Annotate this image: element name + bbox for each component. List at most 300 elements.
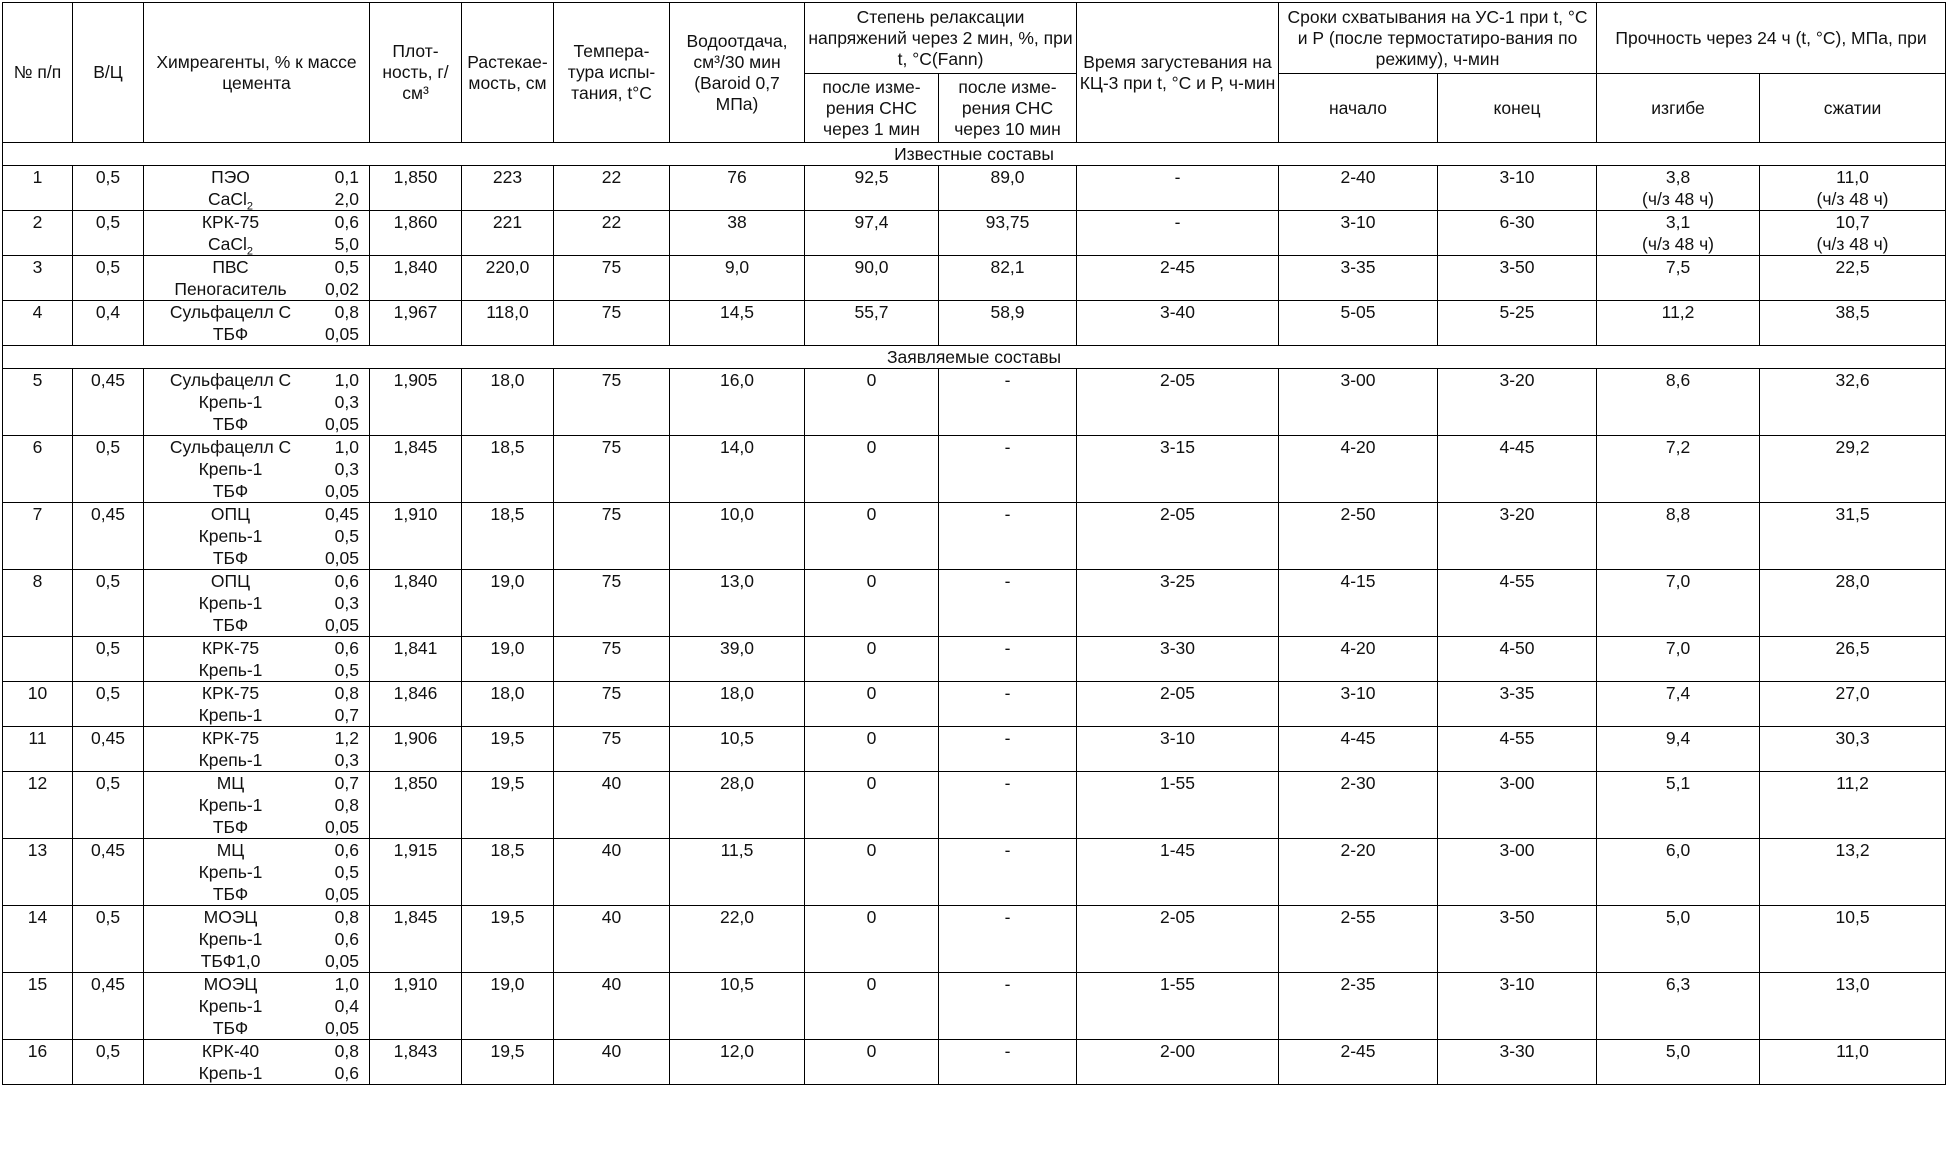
cell-num: 6 <box>3 436 73 503</box>
cell-bend <box>1597 166 1760 211</box>
reagent-name: Крепь-1 <box>198 929 263 949</box>
cell-set-end: 5-25 <box>1438 301 1597 346</box>
reagent-amount: 0,8 <box>334 683 359 703</box>
strength-value: 5,1 <box>1665 773 1691 793</box>
cell-relax-1min: 0 <box>805 570 939 637</box>
cell-relax-1min: 0 <box>805 369 939 436</box>
cell-bend <box>1597 906 1760 973</box>
cell-density: 1,841 <box>370 637 462 682</box>
cell-bend <box>1597 973 1760 1040</box>
cell-relax-10min: 89,0 <box>939 166 1077 211</box>
strength-value: 7,4 <box>1665 683 1691 703</box>
cell-num: 12 <box>3 772 73 839</box>
cell-wc: 0,45 <box>73 369 144 436</box>
cell-reagents <box>144 301 370 346</box>
cell-spread: 19,5 <box>462 906 554 973</box>
cell-thickening: - <box>1077 166 1279 211</box>
cell-set-end: 3-20 <box>1438 503 1597 570</box>
cell-thickening: 2-05 <box>1077 503 1279 570</box>
strength-value: 8,8 <box>1665 504 1691 524</box>
cell-bend <box>1597 682 1760 727</box>
cell-relax-10min: - <box>939 637 1077 682</box>
strength-value: 5,0 <box>1665 1041 1691 1061</box>
strength-value: 8,6 <box>1665 370 1691 390</box>
cell-set-start: 4-20 <box>1279 436 1438 503</box>
cell-density: 1,840 <box>370 256 462 301</box>
cell-thickening: 2-00 <box>1077 1040 1279 1085</box>
cell-fluid-loss: 14,5 <box>670 301 805 346</box>
cell-fluid-loss: 11,5 <box>670 839 805 906</box>
cell-fluid-loss: 10,5 <box>670 973 805 1040</box>
cell-density: 1,915 <box>370 839 462 906</box>
cell-spread: 19,5 <box>462 727 554 772</box>
cell-num: 11 <box>3 727 73 772</box>
reagent-line <box>146 211 367 233</box>
reagent-amount: 0,5 <box>334 257 359 277</box>
cell-spread: 18,5 <box>462 503 554 570</box>
cell-density: 1,967 <box>370 301 462 346</box>
cell-relax-10min: - <box>939 1040 1077 1085</box>
reagent-line <box>146 278 367 300</box>
cell-wc: 0,5 <box>73 1040 144 1085</box>
cell-density: 1,860 <box>370 211 462 256</box>
strength-value: 32,6 <box>1835 370 1870 390</box>
strength-value: 31,5 <box>1835 504 1870 524</box>
cell-num: 14 <box>3 906 73 973</box>
cell-set-end: 3-50 <box>1438 906 1597 973</box>
table-row <box>3 436 1946 503</box>
cell-reagents <box>144 1040 370 1085</box>
cell-set-end: 4-55 <box>1438 727 1597 772</box>
table-row <box>3 301 1946 346</box>
cell-reagents <box>144 973 370 1040</box>
section-title-claimed: Заявляемые составы <box>3 346 1946 369</box>
reagent-line <box>146 592 367 614</box>
section-row-claimed <box>3 346 1946 369</box>
cell-set-start: 3-00 <box>1279 369 1438 436</box>
reagent-amount: 1,0 <box>334 370 359 390</box>
cell-wc: 0,45 <box>73 503 144 570</box>
reagent-name: ТБФ <box>212 324 249 344</box>
reagent-line <box>146 1062 367 1084</box>
cell-compress <box>1760 1040 1946 1085</box>
reagent-amount: 0,8 <box>334 907 359 927</box>
cell-set-start: 3-35 <box>1279 256 1438 301</box>
cell-num: 5 <box>3 369 73 436</box>
reagent-amount: 2,0 <box>334 189 359 209</box>
strength-value: 29,2 <box>1835 437 1870 457</box>
cell-wc: 0,5 <box>73 166 144 211</box>
cell-wc: 0,45 <box>73 973 144 1040</box>
table-row <box>3 973 1946 1040</box>
strength-value: (ч/з 48 ч) <box>1642 189 1715 209</box>
cell-bend <box>1597 436 1760 503</box>
reagent-amount: 0,02 <box>324 279 359 299</box>
cell-thickening: 2-05 <box>1077 906 1279 973</box>
cell-fluid-loss: 9,0 <box>670 256 805 301</box>
reagent-amount: 0,3 <box>334 459 359 479</box>
cell-fluid-loss: 12,0 <box>670 1040 805 1085</box>
cell-density: 1,905 <box>370 369 462 436</box>
cell-temp: 75 <box>554 637 670 682</box>
strength-value: (ч/з 48 ч) <box>1816 189 1889 209</box>
reagent-line <box>146 995 367 1017</box>
cell-thickening: 2-05 <box>1077 682 1279 727</box>
cell-relax-10min: - <box>939 839 1077 906</box>
cell-relax-1min: 90,0 <box>805 256 939 301</box>
header-relaxation: Степень релаксации напряжений через 2 мин, %, при t, °C(Fann) <box>805 3 1077 74</box>
reagent-line <box>146 436 367 458</box>
cell-num: 8 <box>3 570 73 637</box>
strength-value: 3,8 <box>1665 167 1691 187</box>
cell-wc: 0,5 <box>73 772 144 839</box>
table-row <box>3 682 1946 727</box>
cell-thickening: 3-30 <box>1077 637 1279 682</box>
strength-value: 13,0 <box>1835 974 1870 994</box>
cell-set-start: 2-30 <box>1279 772 1438 839</box>
reagent-line <box>146 659 367 681</box>
cell-set-end: 3-10 <box>1438 973 1597 1040</box>
cell-set-start: 2-50 <box>1279 503 1438 570</box>
cell-density: 1,910 <box>370 973 462 1040</box>
cell-wc: 0,5 <box>73 211 144 256</box>
cell-temp: 75 <box>554 682 670 727</box>
strength-value: 11,0 <box>1836 167 1869 187</box>
cell-relax-1min: 0 <box>805 682 939 727</box>
reagent-name: Крепь-1 <box>198 1063 263 1083</box>
cell-reagents <box>144 166 370 211</box>
cell-reagents <box>144 570 370 637</box>
cell-temp: 75 <box>554 301 670 346</box>
cell-relax-1min: 97,4 <box>805 211 939 256</box>
cell-thickening: 3-25 <box>1077 570 1279 637</box>
reagent-amount: 0,8 <box>334 795 359 815</box>
table-row <box>3 166 1946 211</box>
reagent-line <box>146 794 367 816</box>
cell-relax-1min: 0 <box>805 1040 939 1085</box>
reagent-name: ОПЦ <box>210 571 251 591</box>
cell-temp: 22 <box>554 211 670 256</box>
reagent-line <box>146 614 367 636</box>
cell-reagents <box>144 211 370 256</box>
reagent-line <box>146 503 367 525</box>
reagent-line <box>146 256 367 278</box>
reagent-amount: 0,5 <box>334 660 359 680</box>
cell-fluid-loss: 76 <box>670 166 805 211</box>
cell-set-end: 3-20 <box>1438 369 1597 436</box>
reagent-name: ТБФ <box>212 1018 249 1038</box>
cell-temp: 75 <box>554 727 670 772</box>
reagent-name: ПЭО <box>211 167 250 187</box>
reagent-line <box>146 749 367 771</box>
section-row-known <box>3 143 1946 166</box>
cell-bend <box>1597 301 1760 346</box>
cell-set-start: 3-10 <box>1279 211 1438 256</box>
cell-temp: 40 <box>554 839 670 906</box>
strength-value: 7,2 <box>1665 437 1691 457</box>
reagent-amount: 0,7 <box>334 705 359 725</box>
cell-num: 10 <box>3 682 73 727</box>
cell-set-start: 4-45 <box>1279 727 1438 772</box>
cell-wc: 0,4 <box>73 301 144 346</box>
reagent-amount: 0,05 <box>324 324 359 344</box>
cell-spread: 221 <box>462 211 554 256</box>
cell-relax-10min: 58,9 <box>939 301 1077 346</box>
cell-bend <box>1597 727 1760 772</box>
cell-set-end: 3-00 <box>1438 772 1597 839</box>
header-thickening: Время загустевания на КЦ-3 при t, °C и Р, ч-мин <box>1077 3 1279 143</box>
table-row <box>3 503 1946 570</box>
cell-relax-10min: - <box>939 436 1077 503</box>
strength-value: 7,0 <box>1665 638 1691 658</box>
reagent-amount: 0,05 <box>324 615 359 635</box>
cell-compress <box>1760 637 1946 682</box>
cell-compress <box>1760 211 1946 256</box>
strength-value: 13,2 <box>1835 840 1870 860</box>
reagent-name: Крепь-1 <box>198 795 263 815</box>
cell-set-start: 2-35 <box>1279 973 1438 1040</box>
table-row <box>3 906 1946 973</box>
cell-temp: 75 <box>554 436 670 503</box>
cell-wc: 0,5 <box>73 256 144 301</box>
reagent-name: КРК-75 <box>201 638 260 658</box>
strength-value: 11,0 <box>1836 1041 1869 1061</box>
table-row <box>3 256 1946 301</box>
header-wc: В/Ц <box>73 3 144 143</box>
cell-temp: 40 <box>554 973 670 1040</box>
reagent-line <box>146 973 367 995</box>
reagent-name: Крепь-1 <box>198 705 263 725</box>
strength-value: 7,0 <box>1665 571 1691 591</box>
header-fluid-loss: Водоотдача, см³/30 мин (Baroid 0,7 МПа) <box>670 3 805 143</box>
reagent-amount: 5,0 <box>334 234 359 254</box>
cell-relax-1min: 55,7 <box>805 301 939 346</box>
reagent-amount: 0,05 <box>324 414 359 434</box>
cell-reagents <box>144 727 370 772</box>
reagent-name: Крепь-1 <box>198 862 263 882</box>
cell-spread: 19,0 <box>462 973 554 1040</box>
cell-wc: 0,45 <box>73 839 144 906</box>
cell-bend <box>1597 570 1760 637</box>
header-setting: Сроки схватывания на УС-1 при t, °C и Р (после термостатиро-вания по режиму), ч-мин <box>1279 3 1597 74</box>
reagent-name: CaCl$_2$ <box>207 234 254 256</box>
reagent-line <box>146 637 367 659</box>
cell-spread: 18,0 <box>462 682 554 727</box>
cell-set-start: 2-55 <box>1279 906 1438 973</box>
strength-value: 3,1 <box>1665 212 1691 232</box>
cell-reagents <box>144 839 370 906</box>
cell-spread: 19,0 <box>462 570 554 637</box>
cell-reagents <box>144 369 370 436</box>
cell-temp: 75 <box>554 570 670 637</box>
strength-value: (ч/з 48 ч) <box>1642 234 1715 254</box>
header-strength: Прочность через 24 ч (t, °C), МПа, при <box>1597 3 1946 74</box>
reagent-line <box>146 883 367 905</box>
cell-fluid-loss: 13,0 <box>670 570 805 637</box>
cell-temp: 40 <box>554 772 670 839</box>
reagent-amount: 0,6 <box>334 1063 359 1083</box>
header-num: № п/п <box>3 3 73 143</box>
cell-relax-1min: 0 <box>805 637 939 682</box>
cell-relax-10min: - <box>939 682 1077 727</box>
reagent-line <box>146 369 367 391</box>
reagent-name: ТБФ <box>212 884 249 904</box>
table-row <box>3 1040 1946 1085</box>
reagent-line <box>146 772 367 794</box>
cell-set-start: 2-20 <box>1279 839 1438 906</box>
table-row <box>3 570 1946 637</box>
cell-density: 1,850 <box>370 772 462 839</box>
cell-bend <box>1597 1040 1760 1085</box>
cell-set-end: 3-10 <box>1438 166 1597 211</box>
reagent-line <box>146 458 367 480</box>
cell-density: 1,846 <box>370 682 462 727</box>
cell-compress <box>1760 727 1946 772</box>
strength-value: 10,7 <box>1835 212 1870 232</box>
cell-reagents <box>144 637 370 682</box>
reagent-name: Сульфацелл С <box>169 437 292 457</box>
cell-set-end: 3-00 <box>1438 839 1597 906</box>
cell-thickening: - <box>1077 211 1279 256</box>
reagent-name: ТБФ <box>212 481 249 501</box>
cell-num: 13 <box>3 839 73 906</box>
cell-spread: 19,0 <box>462 637 554 682</box>
reagent-line <box>146 816 367 838</box>
reagent-name: Крепь-1 <box>198 593 263 613</box>
cell-num: 15 <box>3 973 73 1040</box>
header-set-start: начало <box>1279 74 1438 143</box>
cell-spread: 18,5 <box>462 839 554 906</box>
cell-reagents <box>144 503 370 570</box>
cell-relax-1min: 0 <box>805 839 939 906</box>
cell-fluid-loss: 39,0 <box>670 637 805 682</box>
strength-value: 30,3 <box>1835 728 1870 748</box>
cell-compress <box>1760 570 1946 637</box>
cell-density: 1,840 <box>370 570 462 637</box>
reagent-name: ОПЦ <box>210 504 251 524</box>
cell-thickening: 1-45 <box>1077 839 1279 906</box>
cell-num: 4 <box>3 301 73 346</box>
cell-thickening: 2-45 <box>1077 256 1279 301</box>
cell-bend <box>1597 772 1760 839</box>
reagent-line <box>146 301 367 323</box>
cell-relax-10min: 93,75 <box>939 211 1077 256</box>
header-row <box>3 3 1946 74</box>
reagent-name: ТБФ <box>212 414 249 434</box>
strength-value: (ч/з 48 ч) <box>1816 234 1889 254</box>
cell-compress <box>1760 369 1946 436</box>
cell-relax-1min: 0 <box>805 772 939 839</box>
cell-density: 1,850 <box>370 166 462 211</box>
cell-thickening: 1-55 <box>1077 772 1279 839</box>
reagent-amount: 0,5 <box>334 526 359 546</box>
reagent-amount: 0,3 <box>334 750 359 770</box>
reagent-name: МЦ <box>216 840 245 860</box>
reagent-amount: 0,45 <box>324 504 359 524</box>
cell-fluid-loss: 18,0 <box>670 682 805 727</box>
reagent-amount: 0,5 <box>334 862 359 882</box>
strength-value: 28,0 <box>1835 571 1870 591</box>
header-set-end: конец <box>1438 74 1597 143</box>
reagent-name: КРК-75 <box>201 212 260 232</box>
cell-relax-10min: - <box>939 906 1077 973</box>
header-temp: Темпера-тура испы-тания, t°C <box>554 3 670 143</box>
cell-set-end: 3-35 <box>1438 682 1597 727</box>
cell-temp: 22 <box>554 166 670 211</box>
reagent-amount: 0,6 <box>334 840 359 860</box>
cell-set-end: 6-30 <box>1438 211 1597 256</box>
reagent-line <box>146 570 367 592</box>
cell-compress <box>1760 772 1946 839</box>
cell-fluid-loss: 28,0 <box>670 772 805 839</box>
reagent-line <box>146 906 367 928</box>
reagent-name: ТБФ <box>212 615 249 635</box>
cell-compress <box>1760 166 1946 211</box>
cell-bend <box>1597 256 1760 301</box>
reagent-amount: 0,05 <box>324 951 359 971</box>
reagent-amount: 0,7 <box>334 773 359 793</box>
table-row <box>3 839 1946 906</box>
cell-thickening: 2-05 <box>1077 369 1279 436</box>
cell-fluid-loss: 10,0 <box>670 503 805 570</box>
cell-reagents <box>144 906 370 973</box>
table-row <box>3 211 1946 256</box>
cell-reagents <box>144 436 370 503</box>
cell-relax-10min: - <box>939 570 1077 637</box>
cell-wc: 0,5 <box>73 682 144 727</box>
cell-thickening: 3-10 <box>1077 727 1279 772</box>
reagent-line <box>146 525 367 547</box>
reagent-amount: 1,0 <box>334 437 359 457</box>
cell-relax-1min: 92,5 <box>805 166 939 211</box>
table-row <box>3 772 1946 839</box>
strength-value: 22,5 <box>1835 257 1870 277</box>
reagent-line <box>146 950 367 972</box>
cell-compress <box>1760 906 1946 973</box>
cell-set-end: 4-45 <box>1438 436 1597 503</box>
cell-num: 7 <box>3 503 73 570</box>
cell-spread: 19,5 <box>462 772 554 839</box>
strength-value: 10,5 <box>1835 907 1870 927</box>
cell-num: 2 <box>3 211 73 256</box>
reagent-name: ТБФ <box>212 817 249 837</box>
cell-compress <box>1760 256 1946 301</box>
header-relax-10min: после изме-рения СНС через 10 мин <box>939 74 1077 143</box>
reagent-name: Крепь-1 <box>198 392 263 412</box>
cell-num <box>3 637 73 682</box>
data-table <box>2 2 1946 1085</box>
reagent-name: ТБФ <box>212 548 249 568</box>
reagent-name: Крепь-1 <box>198 526 263 546</box>
cell-density: 1,845 <box>370 906 462 973</box>
cell-set-start: 5-05 <box>1279 301 1438 346</box>
reagent-amount: 0,05 <box>324 481 359 501</box>
cell-num: 3 <box>3 256 73 301</box>
cell-compress <box>1760 973 1946 1040</box>
reagent-amount: 0,6 <box>334 571 359 591</box>
reagent-amount: 0,05 <box>324 1018 359 1038</box>
cell-temp: 75 <box>554 503 670 570</box>
cell-set-end: 4-50 <box>1438 637 1597 682</box>
cell-relax-10min: - <box>939 503 1077 570</box>
cell-bend <box>1597 369 1760 436</box>
strength-value: 6,0 <box>1665 840 1691 860</box>
reagent-line <box>146 391 367 413</box>
cell-temp: 40 <box>554 1040 670 1085</box>
cell-fluid-loss: 14,0 <box>670 436 805 503</box>
header-compress: сжатии <box>1760 74 1946 143</box>
cell-thickening: 3-15 <box>1077 436 1279 503</box>
